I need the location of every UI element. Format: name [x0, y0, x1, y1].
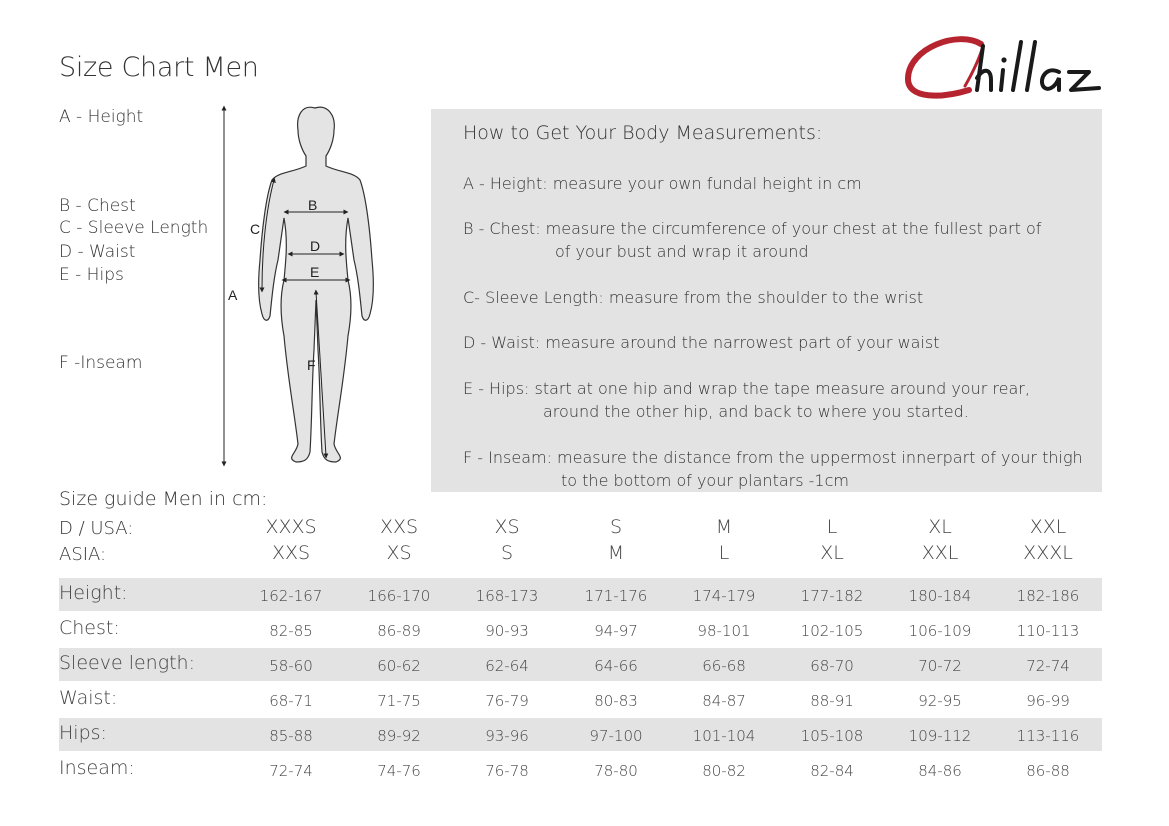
row-label: Sleeve length: — [59, 652, 195, 674]
body-silhouette — [259, 107, 374, 462]
figure-letter-d: D — [310, 238, 321, 254]
size-asia: S — [500, 542, 514, 564]
row-label: Inseam: — [59, 757, 135, 779]
size-asia: XXS — [271, 542, 311, 564]
table-cell: 74-76 — [377, 762, 421, 780]
table-cell: 86-89 — [377, 622, 421, 640]
table-cell: 94-97 — [594, 622, 638, 640]
table-cell: 72-74 — [269, 762, 313, 780]
size-d-usa: S — [609, 516, 623, 538]
measurement-instructions — [431, 109, 1102, 492]
label-height: A - Height — [59, 107, 144, 127]
table-cell: 76-79 — [485, 692, 529, 710]
instruction-inseam: F - Inseam: measure the distance from the uppermost innerpart of your thigh to the bottom of your plantars -1cm — [463, 448, 1083, 490]
table-cell: 101-104 — [692, 727, 756, 745]
table-cell: 98-101 — [697, 622, 751, 640]
table-cell: 58-60 — [269, 657, 313, 675]
table-cell: 68-70 — [810, 657, 854, 675]
instruction-height: A - Height: measure your own fundal height in cm — [463, 174, 862, 193]
table-cell: 76-78 — [485, 762, 529, 780]
size-asia: XS — [386, 542, 412, 564]
table-cell: 88-91 — [810, 692, 854, 710]
row-label: Chest: — [59, 617, 120, 639]
table-cell: 180-184 — [908, 587, 972, 605]
page-title: Size Chart Men — [59, 52, 259, 83]
size-asia: M — [607, 542, 625, 564]
table-cell: 71-75 — [377, 692, 421, 710]
table-cell: 82-84 — [810, 762, 854, 780]
figure-letter-c: C — [250, 221, 261, 237]
body-figure — [214, 100, 374, 472]
row-label: Hips: — [59, 722, 107, 744]
instruction-hips: E - Hips: start at one hip and wrap the tape measure around your rear, around the other hip, and back to where you started. — [463, 379, 1030, 421]
table-cell: 84-86 — [918, 762, 962, 780]
figure-letter-e: E — [310, 264, 320, 280]
table-row — [59, 753, 1102, 786]
label-waist: D - Waist — [59, 242, 136, 262]
table-cell: 60-62 — [377, 657, 421, 675]
logo-text: Chillaz — [1003, 104, 1007, 105]
table-cell: 62-64 — [485, 657, 529, 675]
table-cell: 93-96 — [485, 727, 529, 745]
instruction-waist: D - Waist: measure around the narrowest part of your waist — [463, 333, 940, 352]
table-cell: 80-82 — [702, 762, 746, 780]
table-cell: 182-186 — [1016, 587, 1080, 605]
instruction-sleeve-length: C- Sleeve Length: measure from the shoulder to the wrist — [463, 288, 924, 307]
asia-label: ASIA: — [59, 544, 107, 565]
table-row — [59, 683, 1102, 716]
size-d-usa: XXXS — [265, 516, 317, 538]
table-cell: 92-95 — [918, 692, 962, 710]
table-cell: 177-182 — [800, 587, 864, 605]
row-label: Waist: — [59, 687, 118, 709]
table-cell: 168-173 — [475, 587, 539, 605]
table-cell: 70-72 — [918, 657, 962, 675]
table-cell: 68-71 — [269, 692, 313, 710]
label-hips: E - Hips — [59, 265, 124, 285]
size-d-usa: XS — [494, 516, 520, 538]
table-cell: 64-66 — [594, 657, 638, 675]
table-cell: 82-85 — [269, 622, 313, 640]
label-chest: B - Chest — [59, 196, 136, 216]
figure-letter-a: A — [228, 287, 238, 303]
size-asia: XXL — [921, 542, 959, 564]
table-cell: 96-99 — [1026, 692, 1070, 710]
table-cell: 97-100 — [589, 727, 643, 745]
table-cell: 86-88 — [1026, 762, 1070, 780]
table-row — [59, 578, 1102, 611]
size-asia: XL — [820, 542, 844, 564]
table-cell: 106-109 — [908, 622, 972, 640]
size-guide-title: Size guide Men in cm: — [59, 488, 268, 510]
table-cell: 90-93 — [485, 622, 529, 640]
table-cell: 78-80 — [594, 762, 638, 780]
table-cell: 85-88 — [269, 727, 313, 745]
table-cell: 171-176 — [584, 587, 648, 605]
table-cell: 113-116 — [1016, 727, 1080, 745]
chillaz-logo — [903, 34, 1108, 106]
table-cell: 166-170 — [367, 587, 431, 605]
table-cell: 174-179 — [692, 587, 756, 605]
table-cell: 110-113 — [1016, 622, 1080, 640]
size-d-usa: M — [715, 516, 733, 538]
table-cell: 66-68 — [702, 657, 746, 675]
d-usa-label: D / USA: — [59, 518, 134, 539]
instruction-chest: B - Chest: measure the circumference of your chest at the fullest part of of your bust and wrap it around — [463, 219, 1042, 261]
size-asia: XXXL — [1023, 542, 1073, 564]
instructions-heading: How to Get Your Body Measurements: — [463, 122, 823, 144]
table-row — [59, 718, 1102, 751]
size-d-usa: XXS — [379, 516, 419, 538]
size-d-usa: L — [826, 516, 838, 538]
figure-letter-b: B — [308, 197, 318, 213]
size-asia: L — [718, 542, 730, 564]
table-cell: 84-87 — [702, 692, 746, 710]
table-cell: 72-74 — [1026, 657, 1070, 675]
table-row — [59, 648, 1102, 681]
size-d-usa: XXL — [1029, 516, 1067, 538]
table-cell: 162-167 — [259, 587, 323, 605]
table-cell: 89-92 — [377, 727, 421, 745]
figure-letter-f: F — [307, 357, 316, 373]
table-cell: 102-105 — [800, 622, 864, 640]
table-row — [59, 613, 1102, 646]
table-cell: 109-112 — [908, 727, 972, 745]
table-cell: 80-83 — [594, 692, 638, 710]
label-sleeve-length: C - Sleeve Length — [59, 218, 209, 238]
row-label: Height: — [59, 582, 128, 604]
label-inseam: F -Inseam — [59, 353, 143, 373]
size-d-usa: XL — [928, 516, 952, 538]
table-cell: 105-108 — [800, 727, 864, 745]
